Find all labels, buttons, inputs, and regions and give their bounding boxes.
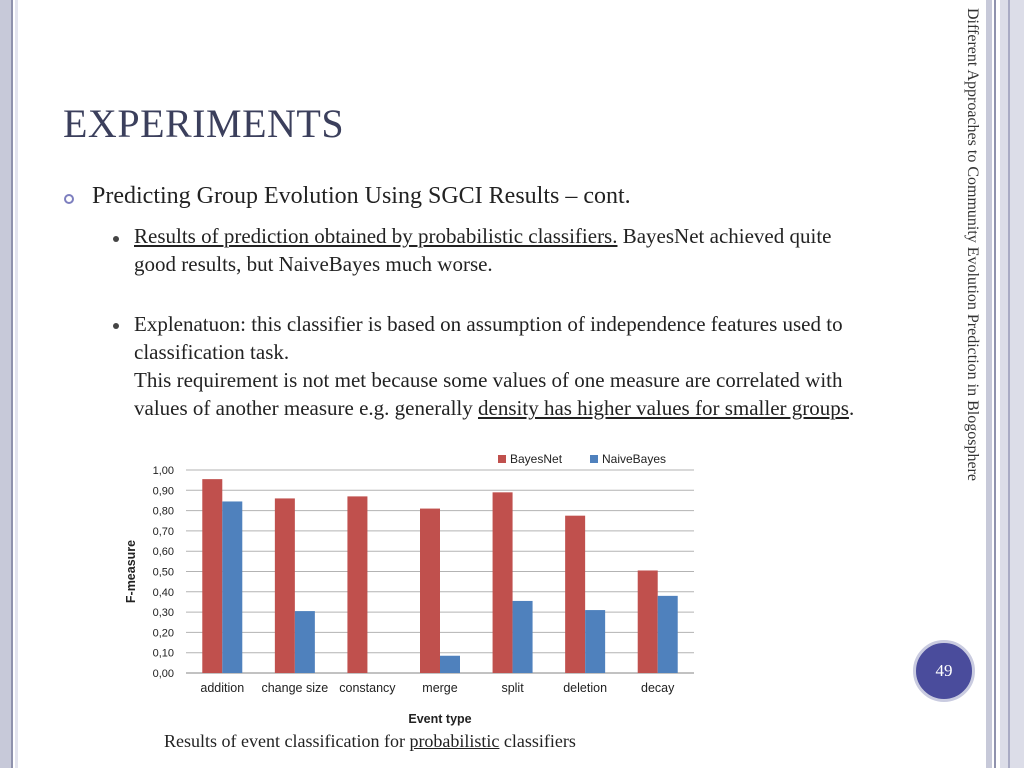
chart-caption	[164, 731, 576, 752]
bar-naivebayes	[658, 596, 678, 673]
legend-label: NaiveBayes	[602, 452, 667, 466]
bar-chart	[118, 447, 718, 732]
right-decor-band	[1000, 0, 1024, 768]
sub-bullet-2-line1: Explenatuon: this classifier is based on assumption of independence features used to classification task.	[134, 312, 843, 364]
main-bullet-text: Predicting Group Evolution Using SGCI Results – cont.	[92, 183, 631, 209]
bar-bayesnet	[565, 516, 585, 673]
y-tick-label: 0,60	[152, 546, 174, 559]
legend-swatch	[590, 455, 598, 463]
y-tick-label: 0,50	[152, 566, 174, 579]
sub-bullet-1-rest: BayesNet achieved quite good results, but NaiveBayes much worse.	[134, 224, 832, 276]
bar-bayesnet	[493, 492, 513, 673]
left-decor-stripe	[0, 0, 13, 768]
legend-label: BayesNet	[510, 452, 563, 466]
bar-bayesnet	[420, 509, 440, 673]
x-tick-label: constancy	[339, 681, 396, 695]
sub-bullet-2-line2-pre: This requirement is not met because some values of one measure are correlated with values of another measure e.g. generally	[134, 368, 843, 420]
caption-post: classifiers	[499, 731, 576, 751]
bar-naivebayes	[222, 501, 242, 673]
right-decor-thin-line	[1008, 0, 1010, 768]
slide-title: EXPERIMENTS	[63, 101, 345, 146]
sub-bullet-icon	[113, 323, 119, 329]
x-axis-label: Event type	[408, 712, 472, 726]
y-tick-label: 0,90	[152, 485, 174, 498]
sub-bullet-1	[134, 222, 874, 278]
bar-bayesnet	[638, 570, 658, 673]
legend-swatch	[498, 455, 506, 463]
page-number: 49	[935, 661, 953, 680]
bar-naivebayes	[295, 611, 315, 673]
x-tick-label: change size	[261, 681, 329, 695]
y-tick-label: 0,70	[152, 525, 174, 538]
x-tick-label: addition	[200, 681, 245, 695]
y-tick-label: 0,00	[152, 668, 174, 680]
bar-naivebayes	[585, 610, 605, 673]
side-presentation-title: Different Approaches to Community Evolution Prediction in Blogosphere	[964, 8, 981, 481]
main-bullet-icon	[64, 194, 74, 204]
x-tick-label: deletion	[563, 681, 608, 695]
sub-bullet-2-underlined: density has higher values for smaller groups	[478, 396, 849, 420]
sub-bullet-icon	[113, 236, 119, 242]
bar-bayesnet	[202, 479, 222, 673]
caption-pre: Results of event classification for	[164, 731, 410, 751]
right-decor-stripe	[986, 0, 992, 768]
y-tick-label: 0,20	[152, 627, 174, 640]
y-axis-label: F-measure	[124, 539, 138, 604]
y-tick-label: 0,80	[152, 505, 174, 518]
x-tick-label: decay	[641, 681, 675, 695]
bar-bayesnet	[275, 498, 295, 673]
y-tick-label: 1,00	[152, 465, 174, 477]
page-number-badge	[913, 640, 975, 702]
y-tick-label: 0,10	[152, 647, 174, 660]
y-tick-label: 0,40	[152, 586, 174, 599]
sub-bullet-2	[134, 310, 874, 422]
right-decor-line	[994, 0, 996, 768]
bar-bayesnet	[347, 496, 367, 673]
bar-naivebayes	[440, 656, 460, 673]
x-tick-label: split	[501, 681, 524, 695]
x-tick-label: merge	[422, 681, 458, 695]
bar-naivebayes	[513, 601, 533, 673]
caption-underlined: probabilistic	[409, 731, 500, 751]
sub-bullet-1-underlined: Results of prediction obtained by probabilistic classifiers.	[134, 224, 618, 248]
left-decor-line	[15, 0, 18, 768]
y-tick-label: 0,30	[152, 607, 174, 620]
sub-bullet-2-line2-post: .	[848, 396, 855, 420]
